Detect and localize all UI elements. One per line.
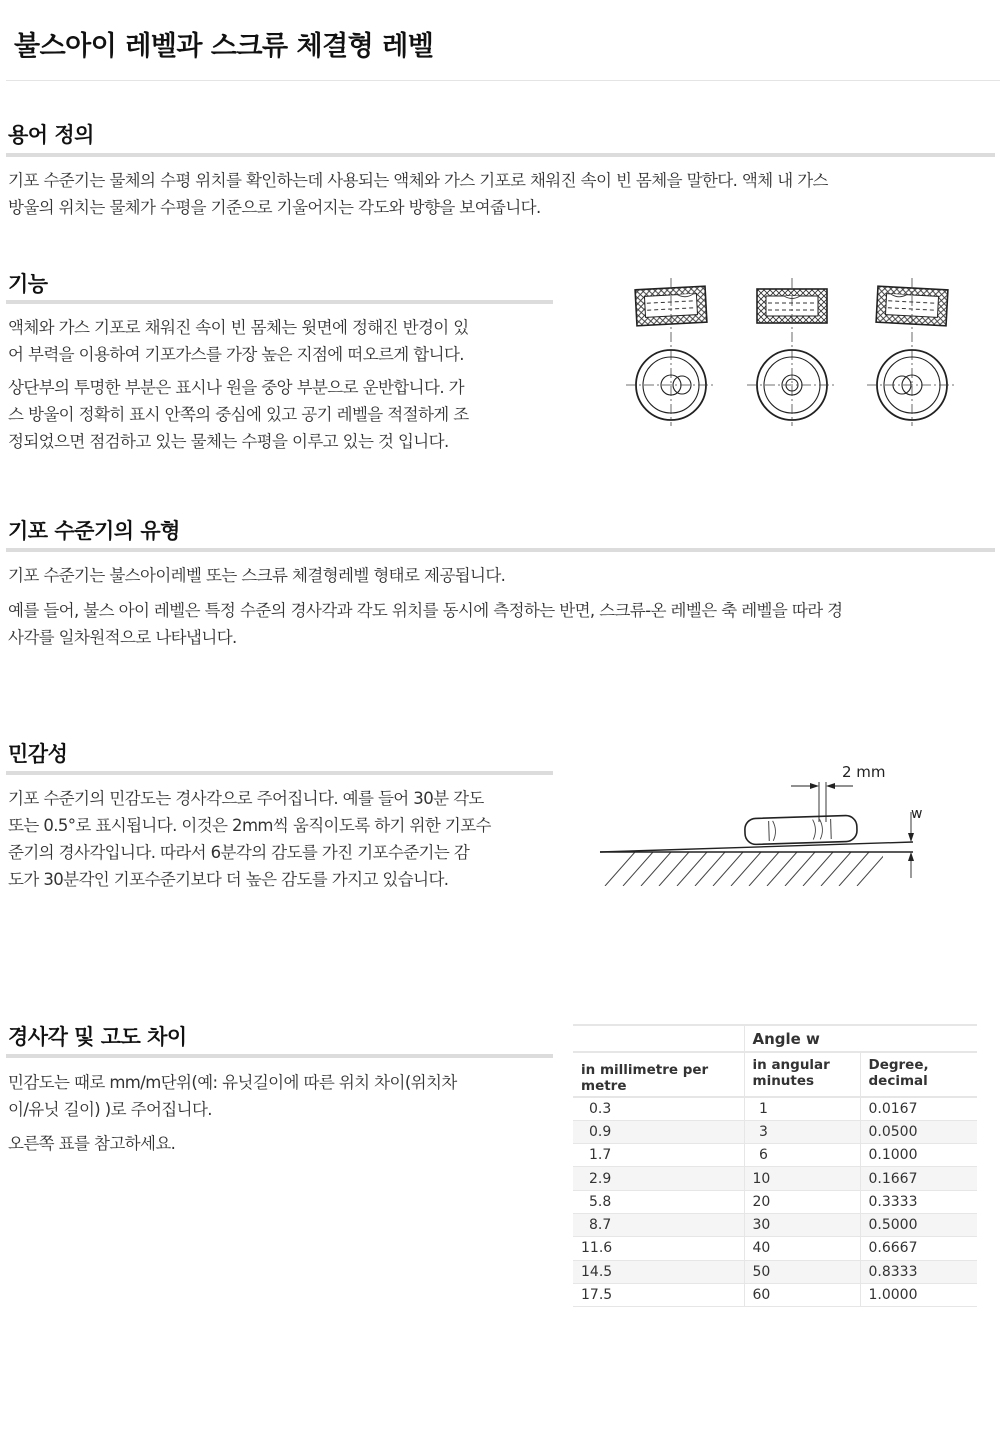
cell-minutes-value: 1 <box>759 1100 768 1117</box>
cell-degree: 0.8333 <box>860 1260 977 1283</box>
table-group-header-row <box>573 1025 977 1052</box>
cell-mm: 11.6 <box>573 1237 744 1260</box>
cell-minutes <box>744 1097 860 1120</box>
sensitivity-line: 기포 수준기의 민감도는 경사각으로 주어집니다. 예를 들어 30분 각도 <box>8 789 484 808</box>
page-title: 불스아이 레벨과 스크류 체결형 레벨 <box>14 31 434 62</box>
definition-text <box>8 167 828 221</box>
cell-degree: 0.6667 <box>860 1237 977 1260</box>
sensitivity-text <box>8 785 491 893</box>
cell-minutes: 10 <box>744 1167 860 1190</box>
cell-mm: 0.9 <box>573 1120 744 1143</box>
tube-vial <box>745 815 858 845</box>
cell-mm: 2.9 <box>573 1167 744 1190</box>
cell-degree: 0.0167 <box>860 1097 977 1120</box>
function-line: 상단부의 투명한 부분은 표시나 원을 중앙 부분으로 운반합니다. 가 <box>8 378 464 397</box>
dimension-2mm-label: 2 mm <box>842 763 886 781</box>
cell-minutes: 60 <box>744 1283 860 1306</box>
cell-minutes: 40 <box>744 1237 860 1260</box>
definition-heading: 용어 정의 <box>8 123 94 147</box>
cell-mm: 14.5 <box>573 1260 744 1283</box>
cell-mm: 8.7 <box>573 1213 744 1236</box>
table-row <box>573 1097 977 1120</box>
slope-heading: 경사각 및 고도 차이 <box>8 1025 187 1049</box>
table-row <box>573 1213 977 1236</box>
table-row <box>573 1237 977 1260</box>
ground-hatch <box>605 852 887 886</box>
table-row <box>573 1283 977 1306</box>
slope-text <box>8 1069 457 1123</box>
cell-degree: 0.0500 <box>860 1120 977 1143</box>
sensitivity-line: 또는 0.5°로 표시됩니다. 이것은 2mm씩 움직이도록 하기 위한 기포수 <box>8 816 491 835</box>
cell-degree: 0.3333 <box>860 1190 977 1213</box>
cell-minutes: 50 <box>744 1260 860 1283</box>
types-line: 예를 들어, 불스 아이 레벨은 특정 수준의 경사각과 각도 위치를 동시에 측정하는 반면, 스크류-온 레벨은 축 레벨을 따라 경 <box>8 601 843 620</box>
types-heading: 기포 수준기의 유형 <box>8 519 180 543</box>
slope-rule <box>6 1054 553 1058</box>
sensitivity-diagram <box>595 760 935 890</box>
types-line: 사각를 일차원적으로 나타냅니다. <box>8 628 237 647</box>
cell-mm: 0.3 <box>573 1097 744 1120</box>
types-text-2 <box>8 597 843 651</box>
table-row <box>573 1144 977 1167</box>
cell-minutes-value: 3 <box>759 1123 768 1140</box>
angle-table <box>573 1024 977 1307</box>
function-line: 어 부력을 이용하여 기포가스를 가장 높은 지점에 떠오르게 합니다. <box>8 345 464 364</box>
function-line: 정되었으면 점검하고 있는 물체는 수평을 이루고 있는 것 입니다. <box>8 432 449 451</box>
function-line: 스 방울이 정확히 표시 안쪽의 중심에 있고 공기 레벨을 적절하게 조 <box>8 405 469 424</box>
types-rule <box>6 548 995 552</box>
cell-minutes: 30 <box>744 1213 860 1236</box>
slope-line: 이/유닛 길이) )로 주어집니다. <box>8 1100 212 1119</box>
function-text-2 <box>8 374 469 455</box>
cell-degree: 0.1000 <box>860 1144 977 1167</box>
function-heading: 기능 <box>8 272 48 296</box>
title-divider <box>6 80 1000 81</box>
table-header-row <box>573 1052 977 1097</box>
sensitivity-rule <box>6 771 553 775</box>
empty-header-cell <box>573 1025 744 1052</box>
function-rule <box>6 300 553 304</box>
types-text-1: 기포 수준기는 불스아이레벨 또는 스크류 체결형레벨 형태로 제공됩니다. <box>8 566 506 585</box>
function-text-1 <box>8 314 469 368</box>
cell-minutes-value: 6 <box>759 1147 768 1164</box>
table-row <box>573 1260 977 1283</box>
function-line: 액체와 가스 기포로 채워진 속이 빈 몸체는 윗면에 정해진 반경이 있 <box>8 318 469 337</box>
angle-group-header: Angle w <box>744 1025 977 1052</box>
cell-degree: 0.5000 <box>860 1213 977 1236</box>
slope-note: 오른쪽 표를 참고하세요. <box>8 1134 176 1153</box>
sensitivity-line: 준기의 경사각입니다. 따라서 6분각의 감도를 가진 기포수준기는 감 <box>8 843 470 862</box>
table-row <box>573 1190 977 1213</box>
w-label: w <box>911 806 923 822</box>
col-angular-minutes-header: in angular minutes <box>744 1052 860 1097</box>
cell-degree: 0.1667 <box>860 1167 977 1190</box>
col-mm-per-metre-header: in millimetre per metre <box>573 1052 744 1097</box>
cell-mm: 17.5 <box>573 1283 744 1306</box>
bullseye-level-diagram <box>620 278 970 428</box>
cell-mm: 1.7 <box>573 1144 744 1167</box>
sensitivity-line: 도가 30분각인 기포수준기보다 더 높은 감도를 가지고 있습니다. <box>8 870 449 889</box>
definition-rule <box>6 153 995 157</box>
definition-line: 기포 수준기는 물체의 수평 위치를 확인하는데 사용되는 액체와 가스 기포로 채워진 속이 빈 몸체을 말한다. 액체 내 가스 <box>8 171 828 190</box>
cell-degree: 1.0000 <box>860 1283 977 1306</box>
cell-minutes: 20 <box>744 1190 860 1213</box>
sensitivity-heading: 민감성 <box>8 742 68 766</box>
definition-line: 방울의 위치는 물체가 수평을 기준으로 기울어지는 각도와 방향을 보여줍니다. <box>8 198 541 217</box>
table-row <box>573 1120 977 1143</box>
col-degree-decimal-header: Degree, decimal <box>860 1052 977 1097</box>
table-row <box>573 1167 977 1190</box>
slope-line: 민감도는 때로 mm/m단위(예: 유닛길이에 따른 위치 차이(위치차 <box>8 1073 457 1092</box>
cell-mm: 5.8 <box>573 1190 744 1213</box>
cell-minutes <box>744 1144 860 1167</box>
cell-minutes <box>744 1120 860 1143</box>
